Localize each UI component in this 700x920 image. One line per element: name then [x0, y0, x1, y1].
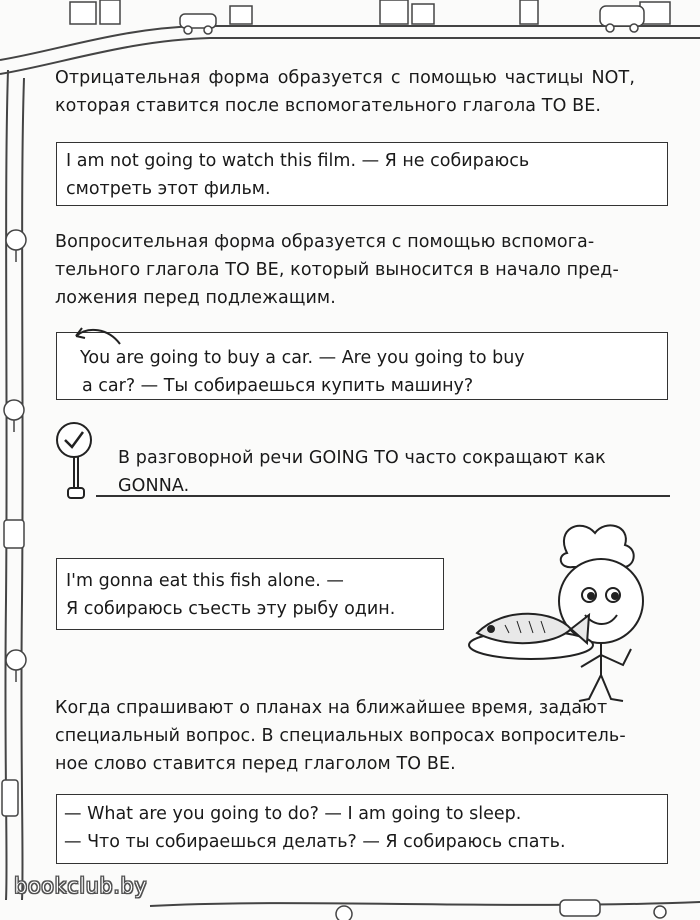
note-line1: В разговорной речи GOING TO часто сокращают как — [118, 448, 606, 468]
special-line3: ное слово ставится перед глаголом TO BE. — [55, 754, 456, 774]
example-negative-line2: смотреть этот фильм. — [66, 179, 271, 199]
question-line1: Вопросительная форма образуется с помощью вспомога- — [55, 232, 595, 252]
example-negative-line1: I am not going to watch this film. — Я не собираюсь — [66, 151, 530, 171]
example-special-text — [64, 800, 660, 856]
checkmark-note-icon — [52, 420, 102, 502]
special-line2: специальный вопрос. В специальных вопросах вопроситель- — [55, 726, 626, 746]
question-line2: тельного глагола TO BE, который выносится в начало пред- — [55, 260, 619, 280]
note-line2: GONNA. — [118, 476, 190, 496]
example-question-line1: You are going to buy a car. — Are you going to buy — [80, 348, 525, 368]
note-underline — [96, 495, 670, 497]
example-gonna-text — [66, 567, 434, 623]
question-line3: ложения перед подлежащим. — [55, 288, 336, 308]
chef-with-fish-illustration — [455, 515, 660, 715]
bookclub-watermark: bookclub.by — [14, 874, 148, 898]
example-box-special — [56, 794, 668, 864]
example-negative-text — [66, 147, 658, 203]
example-box-question — [56, 332, 668, 400]
paragraph-special-question — [55, 694, 671, 778]
paragraph-negative-form: Отрицательная форма образуется с помощью частицы NOT, которая ставится после вспомогательного глагола TO BE. — [55, 68, 635, 116]
paragraph-question-form — [55, 228, 671, 312]
example-gonna-line2: Я собираюсь съесть эту рыбу один. — [66, 599, 396, 619]
example-box-negative — [56, 142, 668, 206]
example-question-line2: a car? — Ты собираешься купить машину? — [82, 376, 474, 396]
example-special-line2: — Что ты собираешься делать? — Я собираюсь спать. — [64, 832, 566, 852]
example-question-text — [80, 344, 658, 400]
special-line1: Когда спрашивают о планах на ближайшее время, задают — [55, 698, 608, 718]
example-special-line1: — What are you going to do? — I am going to sleep. — [64, 804, 522, 824]
example-gonna-line1: I'm gonna eat this fish alone. — — [66, 571, 344, 591]
note-gonna — [118, 444, 678, 500]
example-box-gonna — [56, 558, 444, 630]
curved-arrow-icon — [68, 322, 128, 352]
